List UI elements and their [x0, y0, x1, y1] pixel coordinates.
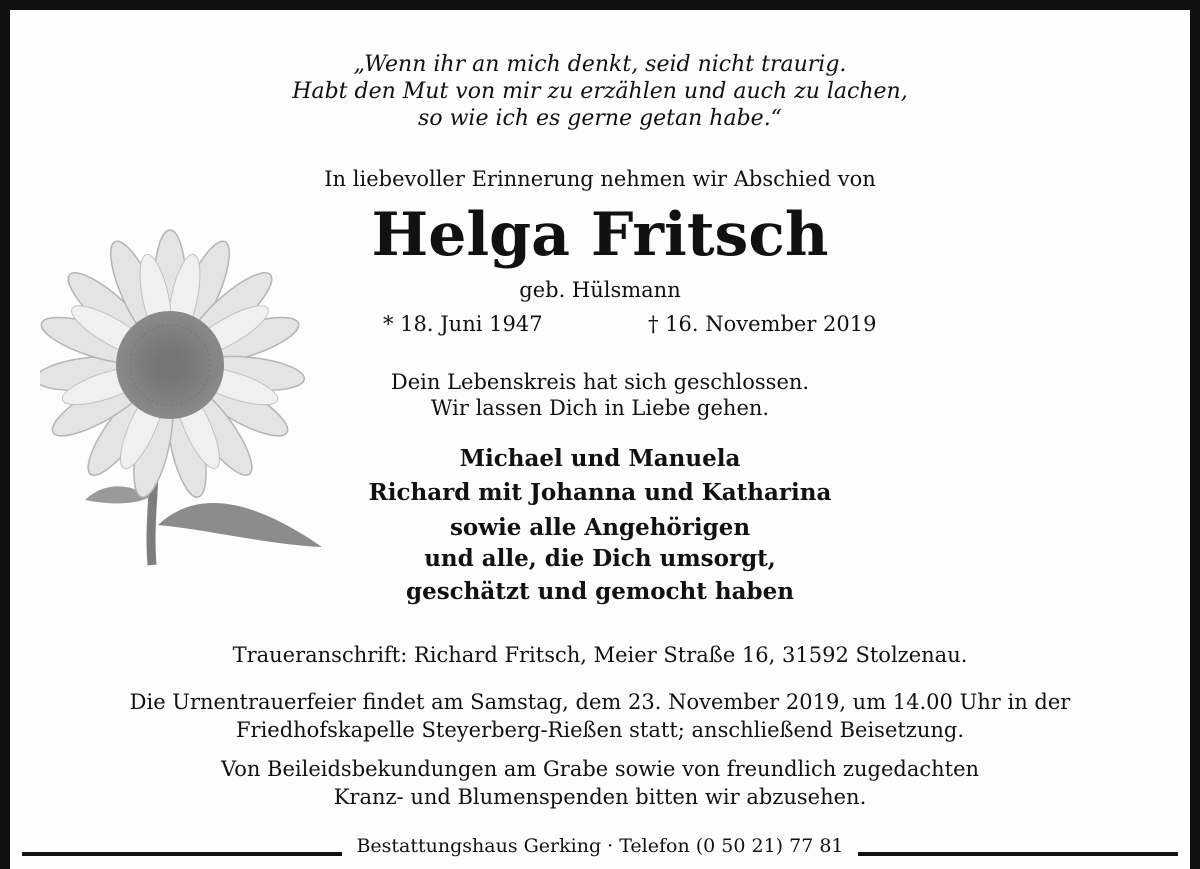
- bottom-rule-right: [858, 852, 1178, 856]
- request-line-1: Von Beileidsbekundungen am Grabe sowie von freundlich zugedachten: [220, 757, 980, 781]
- mourning-address: Traueranschrift: Richard Fritsch, Meier Straße 16, 31592 Stolzenau.: [232, 643, 968, 667]
- funeral-home-footer: Bestattungshaus Gerking · Telefon (0 50 21) 77 81: [356, 835, 844, 857]
- intro-text: In liebevoller Erinnerung nehmen wir Abschied von: [324, 167, 876, 191]
- bottom-rule-left: [22, 852, 342, 856]
- ceremony-line-1: Die Urnentrauerfeier findet am Samstag, dem 23. November 2019, um 14.00 Uhr in der: [129, 690, 1071, 714]
- verse-line-1: Dein Lebenskreis hat sich geschlossen.: [390, 370, 810, 394]
- deceased-name: Helga Fritsch: [371, 200, 829, 270]
- mourner-line-4: und alle, die Dich umsorgt,: [424, 545, 776, 572]
- death-date: † 16. November 2019: [648, 312, 877, 336]
- ceremony-line-2: Friedhofskapelle Steyerberg-Rießen statt; anschließend Beisetzung.: [235, 718, 965, 742]
- mourner-line-2: Richard mit Johanna und Katharina: [368, 479, 832, 506]
- birth-date: * 18. Juni 1947: [383, 312, 543, 336]
- quote-line-2: Habt den Mut von mir zu erzählen und auch zu lachen,: [292, 79, 908, 104]
- mourner-line-1: Michael und Manuela: [459, 445, 741, 472]
- quote-line-1: „Wenn ihr an mich denkt, seid nicht traurig.: [353, 52, 847, 77]
- verse-line-2: Wir lassen Dich in Liebe gehen.: [430, 396, 770, 420]
- mourner-line-3: sowie alle Angehörigen: [449, 514, 751, 541]
- request-line-2: Kranz- und Blumenspenden bitten wir abzusehen.: [333, 785, 867, 809]
- mourner-line-5: geschätzt und gemocht haben: [406, 578, 794, 605]
- birth-name: geb. Hülsmann: [519, 278, 681, 302]
- quote-line-3: so wie ich es gerne getan habe.“: [418, 106, 782, 131]
